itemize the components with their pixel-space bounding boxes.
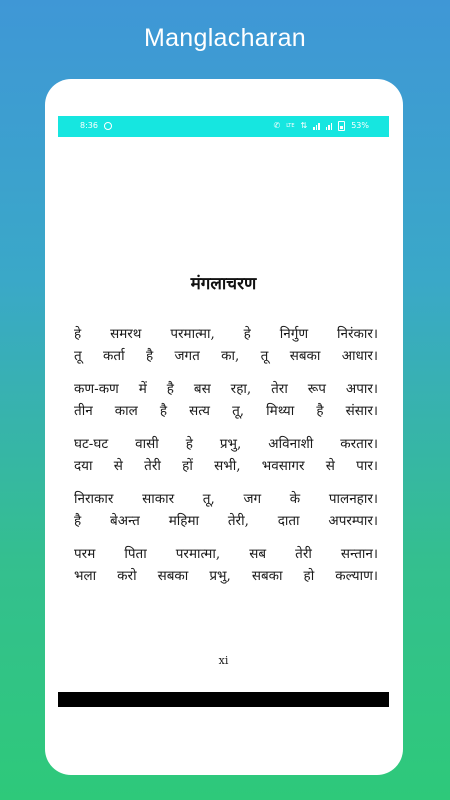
stanza (74, 323, 378, 367)
data-transfer-icon: ⇅ (300, 121, 308, 130)
verse-content (74, 323, 378, 598)
verse-line: हे समरथ परमात्मा, हे निर्गुण निरंकार। (74, 326, 378, 342)
status-time: 8:36 (80, 121, 98, 130)
app-screen (58, 116, 389, 707)
signal-icon (313, 122, 320, 130)
verse-line: परम पिता परमात्मा, सब तेरी सन्तान। (74, 546, 378, 562)
verse-line: तू कर्ता है जगत का, तू सबका आधार। (74, 348, 378, 364)
verse-line: है बेअन्त महिमा तेरी, दाता अपरम्पार। (74, 513, 378, 529)
verse-line: दया से तेरी हों सभी, भवसागर से पार। (74, 458, 378, 474)
stanza (74, 543, 378, 587)
stanza (74, 433, 378, 477)
navigation-bar[interactable] (58, 692, 389, 707)
status-right (274, 121, 370, 131)
verse-line: भला करो सबका प्रभु, सबका हो कल्याण। (74, 568, 378, 584)
signal-icon (326, 122, 333, 130)
wifi-calling-icon: ✆ (273, 121, 281, 130)
verse-line: घट-घट वासी हे प्रभु, अविनाशी करतार। (74, 436, 378, 452)
promo-title: Manglacharan (143, 24, 307, 52)
network-type-label: LTE (286, 123, 295, 129)
verse-line: कण-कण में है बस रहा, तेरा रूप अपार। (74, 381, 378, 397)
status-bar (58, 116, 389, 137)
verse-line: निराकार साकार तू, जग के पालनहार। (74, 491, 378, 507)
stanza (74, 378, 378, 422)
battery-percent: 53% (351, 121, 369, 130)
stanza (74, 488, 378, 532)
page-heading: मंगलाचरण (190, 274, 257, 294)
verse-line: तीन काल है सत्य तू, मिथ्या है संसार। (74, 403, 378, 419)
phone-frame (45, 79, 403, 775)
page-number: xi (218, 654, 229, 667)
status-left (80, 121, 112, 131)
sync-icon (104, 122, 112, 130)
battery-icon (338, 121, 345, 131)
